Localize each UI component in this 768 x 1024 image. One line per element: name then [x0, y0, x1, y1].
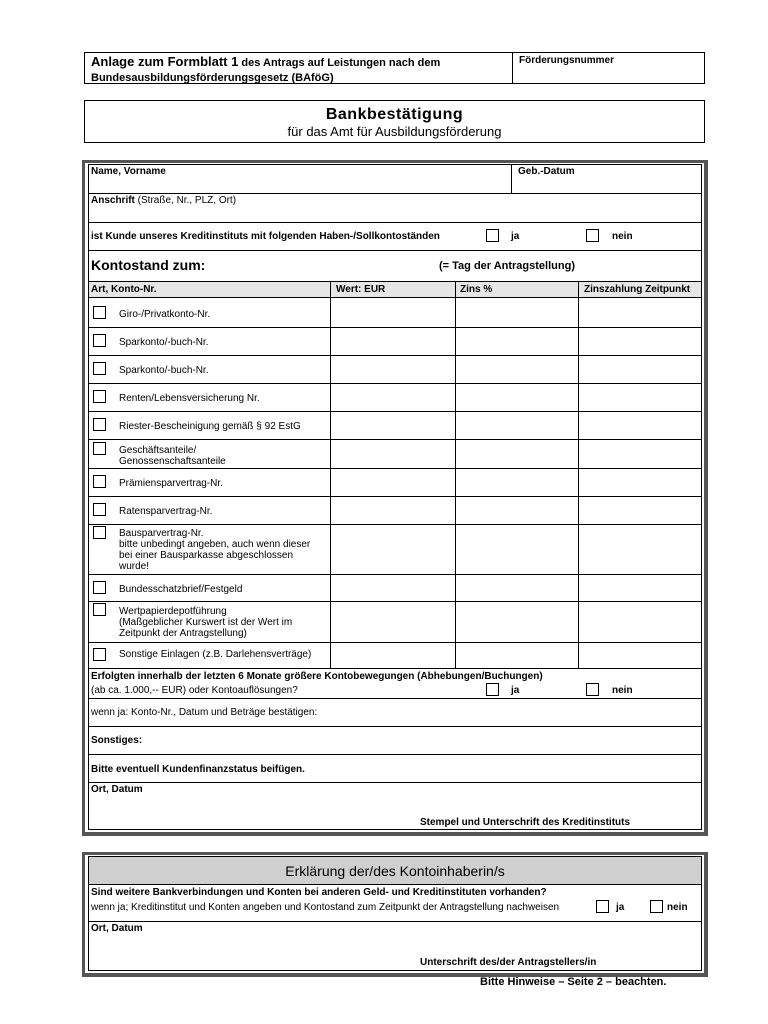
row-checkbox-renten[interactable]	[93, 390, 106, 403]
ort-datum-field[interactable]	[89, 796, 389, 826]
table-row-label: (Maßgeblicher Kurswert ist der Wert im	[119, 617, 293, 628]
anschrift-field[interactable]	[89, 207, 700, 221]
col-header-zins: Zins %	[460, 284, 493, 295]
foerderungsnummer-label: Förderungsnummer	[519, 55, 615, 66]
row-checkbox-giro[interactable]	[93, 306, 106, 319]
bewegungen-question: Erfolgten innerhalb der letzten 6 Monate größere Kontobewegungen (Abhebungen/Buchungen)	[91, 671, 543, 682]
page-subtitle: für das Amt für Ausbildungsförderung	[287, 124, 502, 139]
kontostand-label: Kontostand zum:	[91, 257, 206, 273]
sonstiges-field[interactable]	[150, 728, 700, 752]
bewegungen-ja-label: ja	[511, 685, 520, 696]
erklaerung-ort-datum-label: Ort, Datum	[91, 923, 143, 934]
col-header-art: Art, Konto-Nr.	[91, 284, 157, 295]
table-row-label: Zeitpunkt der Antragstellung)	[119, 628, 247, 639]
row-checkbox-sonstige-einlagen[interactable]	[93, 648, 106, 661]
bewegungen-nein-checkbox[interactable]	[586, 683, 599, 696]
erklaerung-ja-checkbox[interactable]	[596, 900, 609, 913]
table-row-label: bitte unbedingt angeben, auch wenn dieser	[119, 539, 311, 550]
footer-note: Bitte Hinweise – Seite 2 – beachten.	[480, 976, 667, 988]
anschrift-bold: Anschrift	[91, 195, 135, 206]
name-label: Name, Vorname	[91, 166, 166, 177]
ort-datum-label: Ort, Datum	[91, 784, 143, 795]
bewegungen-ja-checkbox[interactable]	[486, 683, 499, 696]
table-row-label: Prämiensparvertrag-Nr.	[119, 478, 223, 489]
table-row-label: Riester-Bescheinigung gemäß § 92 EstG	[119, 421, 301, 432]
erklaerung-question-2: wenn ja; Kreditinstitut und Konten angeben und Kontostand zum Zeitpunkt der Antragstellung nachweisen	[91, 902, 560, 913]
stempel-label: Stempel und Unterschrift des Kreditinstituts	[420, 817, 631, 828]
erklaerung-ort-datum-field[interactable]	[89, 935, 389, 965]
table-row-label: Sparkonto/-buch-Nr.	[119, 337, 209, 348]
row-checkbox-sparkonto-2[interactable]	[93, 362, 106, 375]
anlage-line2: Bundesausbildungsförderungsgesetz (BAföG)	[91, 72, 334, 84]
col-header-wert: Wert: EUR	[336, 284, 386, 295]
wenn-ja-label: wenn ja: Konto-Nr., Datum und Beträge bestätigen:	[91, 707, 318, 718]
row-checkbox-bundesschatzbrief[interactable]	[93, 581, 106, 594]
table-row-label: Renten/Lebensversicherung Nr.	[119, 393, 260, 404]
kunde-ja-label: ja	[511, 231, 520, 242]
row-checkbox-ratensparvertrag[interactable]	[93, 503, 106, 516]
table-row-label: Geschäftsanteile/	[119, 445, 197, 456]
col-header-zinszahlung: Zinszahlung Zeitpunkt	[584, 284, 691, 295]
kunde-label: ist Kunde unseres Kreditinstituts mit folgenden Haben-/Sollkontoständen	[91, 231, 440, 242]
table-row-label: Sonstige Einlagen (z.B. Darlehensverträge)	[119, 649, 312, 660]
tag-label: (= Tag der Antragstellung)	[439, 260, 575, 272]
kontostand-field[interactable]	[215, 256, 430, 276]
table-row-label: Genossenschaftsanteile	[119, 456, 226, 467]
header-box	[84, 52, 705, 84]
unterschrift-label: Unterschrift des/der Antragstellers/in	[420, 957, 597, 968]
page-title: Bankbestätigung	[325, 106, 464, 123]
geb-datum-label: Geb.-Datum	[518, 166, 575, 177]
name-field[interactable]	[89, 178, 510, 192]
erklaerung-title: Erklärung der/des Kontoinhaberin/s	[285, 863, 505, 879]
row-checkbox-geschaeftsanteile[interactable]	[93, 442, 106, 455]
row-checkbox-sparkonto-1[interactable]	[93, 334, 106, 347]
row-checkbox-riester[interactable]	[93, 418, 106, 431]
sonstiges-label: Sonstiges:	[91, 735, 143, 746]
table-row-label: Ratensparvertrag-Nr.	[119, 506, 213, 517]
table-row-label: Sparkonto/-buch-Nr.	[119, 365, 209, 376]
anlage-title: Anlage zum Formblatt 1	[91, 54, 239, 69]
table-row-label: bei einer Bausparkasse abgeschlossen	[119, 550, 293, 561]
anschrift-label	[91, 195, 236, 206]
table-row-label: Giro-/Privatkonto-Nr.	[119, 309, 211, 320]
erklaerung-ja-label: ja	[616, 902, 625, 913]
row-checkbox-praemiensparvertrag[interactable]	[93, 475, 106, 488]
table-row-label: wurde!	[119, 561, 150, 572]
anschrift-rest: (Straße, Nr., PLZ, Ort)	[134, 195, 237, 206]
table-row-label: Bausparvertrag-Nr.	[119, 528, 204, 539]
geb-datum-field[interactable]	[512, 178, 700, 192]
title-box	[84, 100, 705, 143]
row-checkbox-bausparvertrag[interactable]	[93, 526, 106, 539]
erklaerung-nein-checkbox[interactable]	[650, 900, 663, 913]
erklaerung-nein-label: nein	[667, 902, 688, 913]
kundenfinanzstatus-note: Bitte eventuell Kundenfinanzstatus beifügen.	[91, 764, 305, 775]
kunde-nein-label: nein	[612, 231, 633, 242]
kunde-nein-checkbox[interactable]	[586, 229, 599, 242]
row-checkbox-wertpapierdepot[interactable]	[93, 603, 106, 616]
wenn-ja-field[interactable]	[330, 700, 700, 724]
erklaerung-question: Sind weitere Bankverbindungen und Konten bei anderen Geld- und Kreditinstituten vorhanden?	[91, 887, 547, 898]
erklaerung-title-band	[88, 856, 702, 885]
anlage-rest: des Antrags auf Leistungen nach dem	[238, 57, 441, 69]
anlage-text	[91, 55, 511, 85]
bewegungen-question-2: (ab ca. 1.000,-- EUR) oder Kontoauflösungen?	[91, 685, 298, 696]
bewegungen-nein-label: nein	[612, 685, 633, 696]
table-row-label: Wertpapierdepotführung	[119, 606, 227, 617]
kunde-ja-checkbox[interactable]	[486, 229, 499, 242]
table-row-label: Bundesschatzbrief/Festgeld	[119, 584, 243, 595]
